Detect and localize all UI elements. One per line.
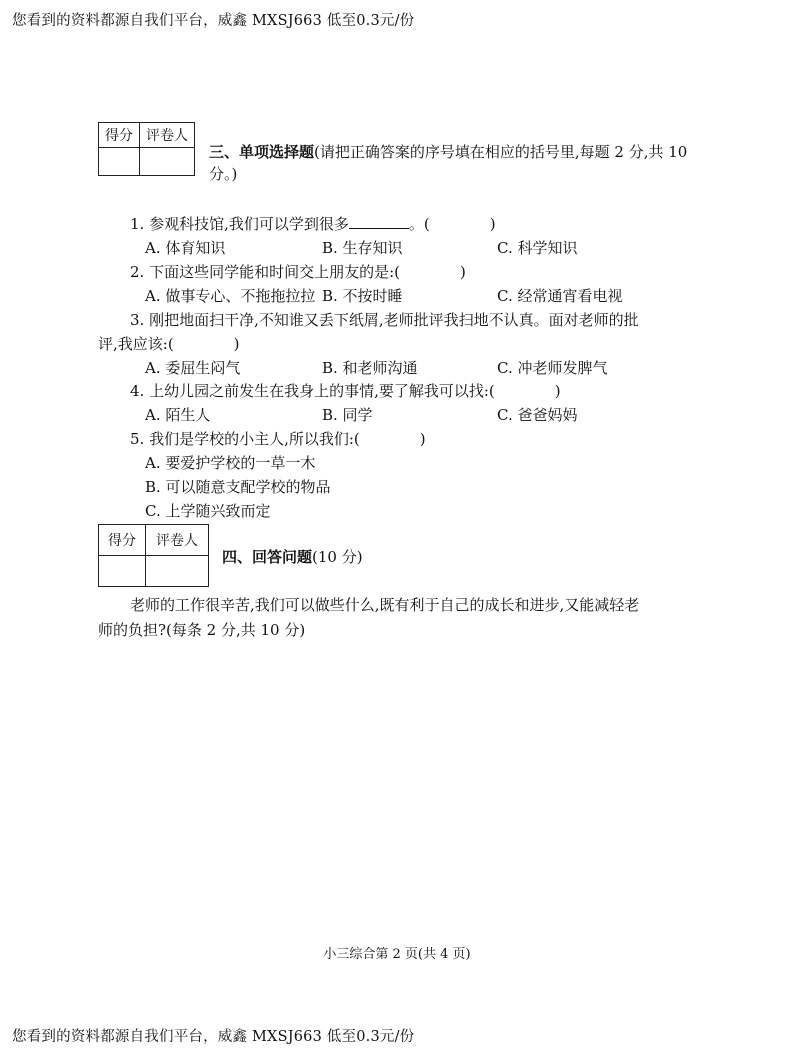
page-footer: 小三综合第 2 页(共 4 页) [323,947,471,962]
question-3-option-c: C. 冲老师发脾气 [497,359,608,377]
section4-question-line1: 老师的工作很辛苦,我们可以做些什么,既有利于自己的成长和进步,又能减轻老 [130,596,640,614]
grader-label: 评卷人 [140,123,195,148]
question-5-option-a: A. 要爱护学校的一草一木 [145,454,316,472]
section4-title: 四、回答问题 [222,548,313,566]
score-box-section3 [98,122,195,176]
section3-heading [209,141,699,185]
section4-heading [222,546,363,568]
promo-banner-bottom: 您看到的资料都源自我们平台，威鑫 MXSJ663 低至0.3元/份 [12,1029,415,1045]
section4-question-line2: 师的负担?(每条 2 分,共 10 分) [98,621,306,639]
question-4-option-a: A. 陌生人 [145,406,211,424]
question-2: 2. 下面这些同学能和时间交上朋友的是:( ) [130,263,466,281]
question-1-option-b: B. 生存知识 [322,239,403,257]
question-2-option-a: A. 做事专心、不拖拖拉拉 [145,287,316,305]
section3-instruction: (请把正确答案的序号填在相应的括号里,每题 2 分,共 10 [314,143,688,161]
score-label: 得分 [99,123,140,148]
question-5-option-c: C. 上学随兴致而定 [145,502,271,520]
score-cell[interactable] [99,556,146,587]
grader-cell[interactable] [146,556,209,587]
score-box-section4 [98,524,209,587]
answer-area[interactable] [98,650,698,920]
section4-points: (10 分) [312,548,363,566]
question-4-option-b: B. 同学 [322,406,373,424]
question-2-option-c: C. 经常通宵看电视 [497,287,623,305]
answer-blank[interactable] [349,216,409,229]
question-5-option-b: B. 可以随意支配学校的物品 [145,478,331,496]
section3-instruction-cont: 分。) [209,165,238,183]
question-1-option-c: C. 科学知识 [497,239,578,257]
grader-label: 评卷人 [146,525,209,556]
question-4-option-c: C. 爸爸妈妈 [497,406,578,424]
question-3-option-b: B. 和老师沟通 [322,359,418,377]
question-4: 4. 上幼儿园之前发生在我身上的事情,要了解我可以找:( ) [130,382,561,400]
question-2-option-b: B. 不按时睡 [322,287,403,305]
question-5: 5. 我们是学校的小主人,所以我们:( ) [130,430,426,448]
grader-cell[interactable] [140,148,195,176]
question-1: 1. 参观科技馆,我们可以学到很多 。( ) [130,215,496,233]
question-3-option-a: A. 委屈生闷气 [145,359,241,377]
question-1-option-a: A. 体育知识 [145,239,226,257]
question-3: 3. 刚把地面扫干净,不知谁又丢下纸屑,老师批评我扫地不认真。面对老师的批 [130,311,639,329]
score-label: 得分 [99,525,146,556]
section3-title: 三、单项选择题 [209,143,315,161]
question-3-cont: 评,我应该:( ) [98,335,240,353]
promo-banner-top: 您看到的资料都源自我们平台，威鑫 MXSJ663 低至0.3元/份 [12,13,415,29]
score-cell[interactable] [99,148,140,176]
